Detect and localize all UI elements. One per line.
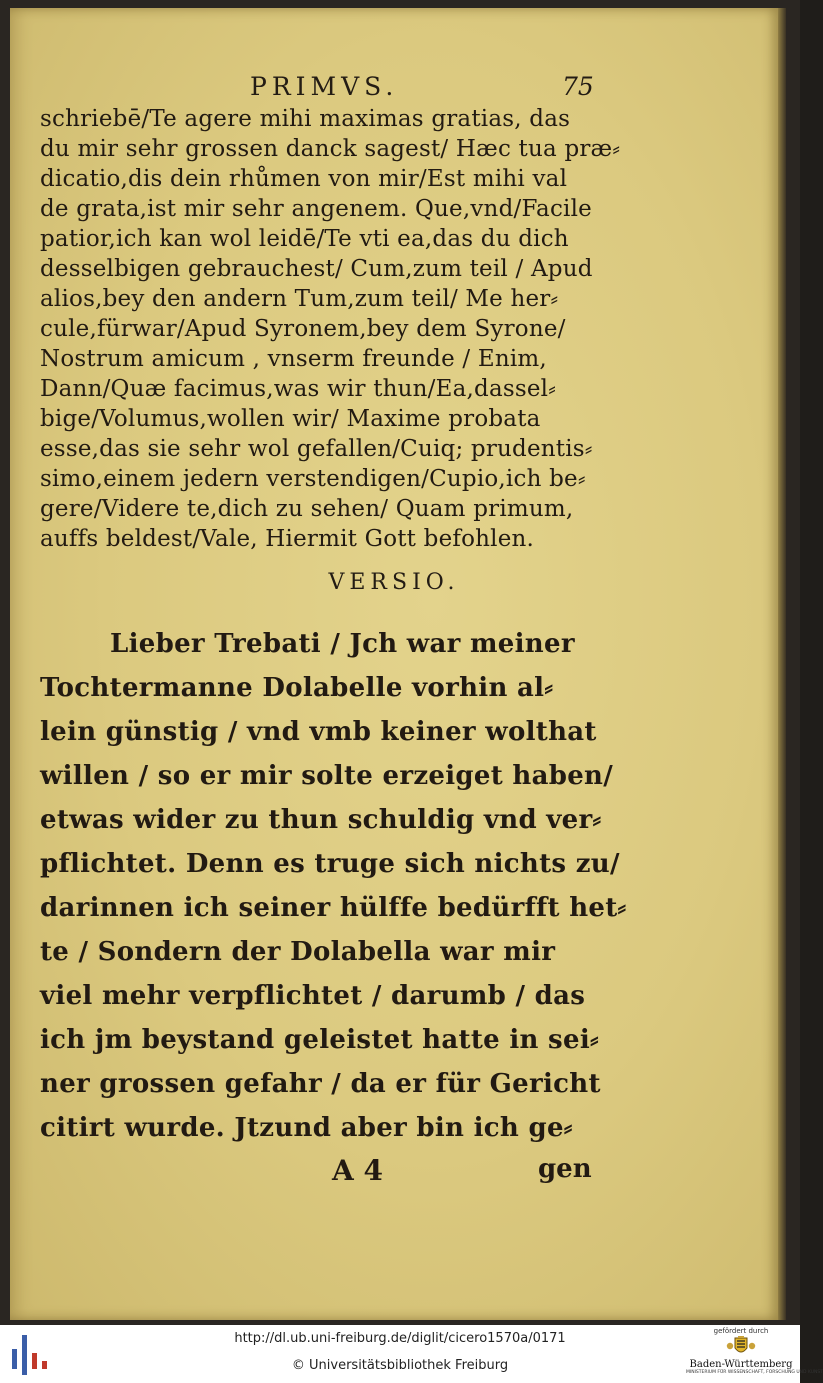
german-line: Tochtermanne Dolabelle vorhin al⸗: [40, 673, 554, 703]
latin-line: cule,fürwar/Apud Syronem,bey dem Syrone/: [40, 316, 566, 342]
german-line: etwas wider zu thun schuldig vnd ver⸗: [40, 805, 602, 835]
german-line: te / Sondern der Dolabella war mir: [40, 937, 556, 967]
sponsor-label: gefördert durch: [713, 1327, 769, 1335]
section-heading: VERSIO.: [328, 570, 460, 595]
german-line: lein günstig / vnd vmb keiner wolthat: [40, 717, 597, 747]
running-head: [10, 68, 778, 104]
sponsor-subtitle: MINISTERIUM FÜR WISSENSCHAFT, FORSCHUNG UND KUNST: [686, 1370, 823, 1375]
latin-line: dicatio,dis dein rhůmen von mir/Est mihi val: [40, 166, 568, 192]
signature-mark: A 4: [332, 1154, 383, 1187]
latin-line: desselbigen gebrauchest/ Cum,zum teil / Apud: [40, 256, 593, 282]
german-line: willen / so er mir solte erzeiget haben/: [40, 761, 614, 791]
latin-line: du mir sehr grossen danck sagest/ Hæc tua præ⸗: [40, 136, 621, 162]
german-line: Lieber Trebati / Jch war meiner: [110, 629, 575, 659]
sponsor-name: Baden-Württemberg: [689, 1359, 793, 1370]
sponsor-logo: [686, 1327, 823, 1383]
page-url-link[interactable]: http://dl.ub.uni-freiburg.de/diglit/cicero1570a/0171: [234, 1331, 566, 1346]
latin-line: alios,bey den andern Tum,zum teil/ Me her⸗: [40, 286, 559, 312]
latin-line: simo,einem jedern verstendigen/Cupio,ich be⸗: [40, 466, 586, 492]
latin-line: auffs beldest/Vale, Hiermit Gott befohlen.: [40, 526, 535, 552]
viewer-footer: [0, 1325, 823, 1383]
running-title: PRIMVS.: [250, 72, 399, 101]
latin-line: de grata,ist mir sehr angenem. Que,vnd/Facile: [40, 196, 592, 222]
signature-line: [10, 1154, 778, 1194]
latin-line: Dann/Quæ facimus,was wir thun/Ea,dassel⸗: [40, 376, 557, 402]
latin-line: gere/Videre te,dich zu sehen/ Quam primum,: [40, 496, 574, 522]
german-line: ner grossen gefahr / da er für Gericht: [40, 1069, 601, 1099]
coat-of-arms-icon: [726, 1336, 756, 1358]
german-line: pflichtet. Denn es truge sich nichts zu/: [40, 849, 620, 879]
german-line: darinnen ich seiner hülffe bedürfft het⸗: [40, 893, 627, 923]
latin-line: esse,das sie sehr wol gefallen/Cuiq; prudentis⸗: [40, 436, 593, 462]
page-edge: [778, 8, 786, 1320]
german-line: ich jm beystand geleistet hatte in sei⸗: [40, 1025, 599, 1055]
german-line: citirt wurde. Jtzund aber bin ich ge⸗: [40, 1113, 573, 1143]
latin-line: schriebē/Te agere mihi maximas gratias, das: [40, 106, 571, 132]
folio-number: 75: [562, 72, 594, 101]
copyright-notice: © Universitätsbibliothek Freiburg: [291, 1358, 509, 1373]
latin-line: Nostrum amicum , vnserm freunde / Enim,: [40, 346, 547, 372]
german-line: viel mehr verpflichtet / darumb / das: [40, 981, 586, 1011]
latin-line: patior,ich kan wol leidē/Te vti ea,das du dich: [40, 226, 569, 252]
latin-line: bige/Volumus,wollen wir/ Maxime probata: [40, 406, 541, 432]
book-page: [10, 8, 778, 1320]
catchword: gen: [538, 1154, 592, 1184]
